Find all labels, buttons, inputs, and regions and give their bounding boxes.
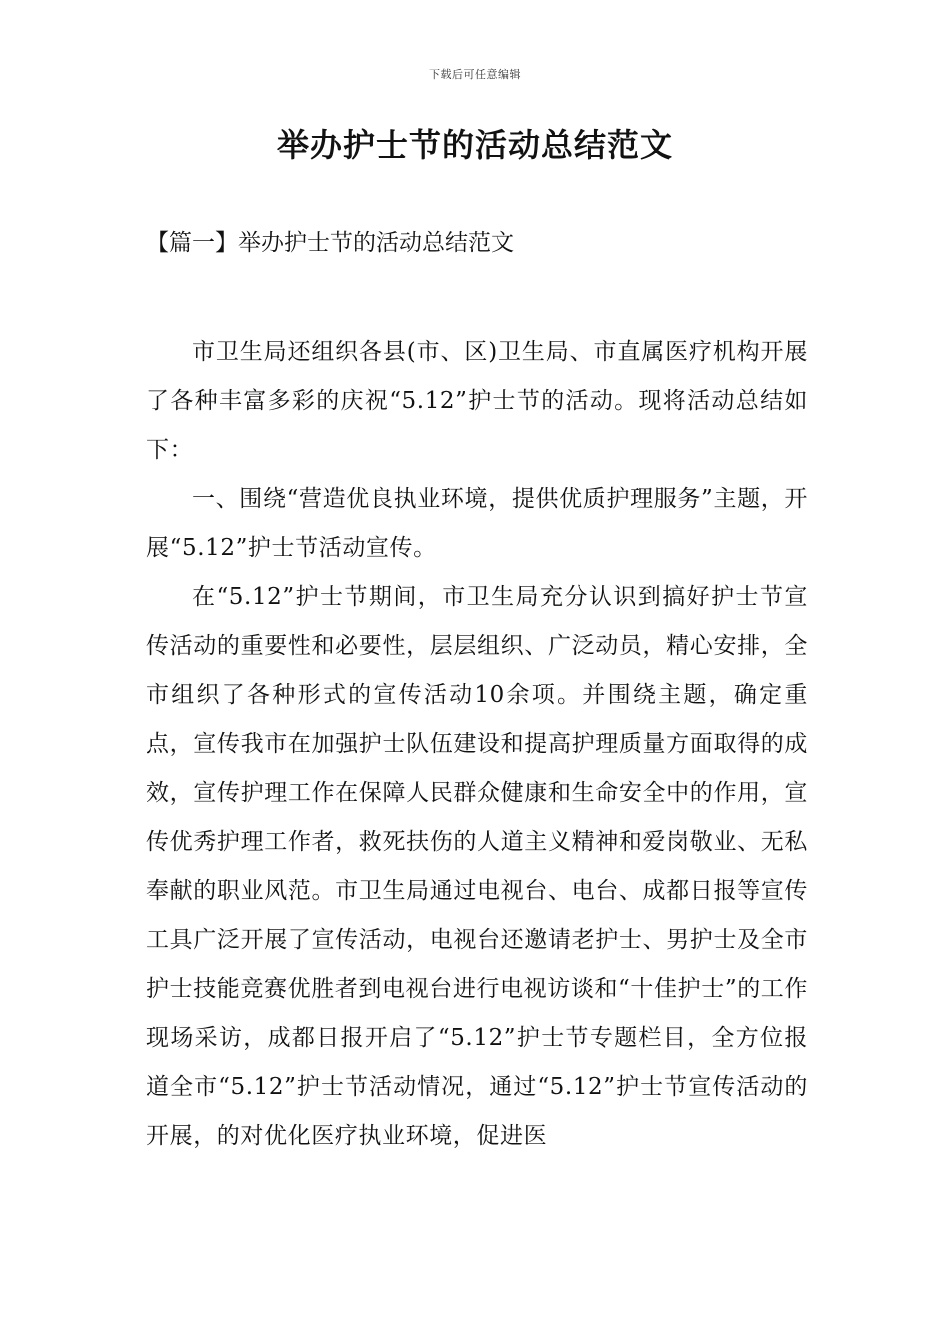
body-text bbox=[146, 328, 808, 1161]
section-title: 【篇一】举办护士节的活动总结范文 bbox=[146, 230, 514, 256]
paragraph: 市卫生局还组织各县(市、区)卫生局、市直属医疗机构开展了各种丰富多彩的庆祝“5.12”护士节的活动。现将活动总结如下： bbox=[146, 339, 808, 463]
paragraph: 在“5.12”护士节期间，市卫生局充分认识到搞好护士节宣传活动的重要性和必要性，层层组织、广泛动员，精心安排，全市组织了各种形式的宣传活动10余项。并围绕主题，确定重点，宣传我市在加强护士队伍建设和提高护理质量方面取得的成效，宣传护理工作在保障人民群众健康和生命安全中的作用，宣传优秀护理工作者，救死扶伤的人道主义精神和爱岗敬业、无私奉献的职业风范。市卫生局通过电视台、电台、成都日报等宣传工具广泛开展了宣传活动，电视台还邀请老护士、男护士及全市护士技能竞赛优胜者到电视台进行电视访谈和“十佳护士”的工作现场采访，成都日报开启了“5.12”护士节专题栏目，全方位报道全市“5.12”护士节活动情况，通过“5.12”护士节宣传活动的开展，的对优化医疗执业环境，促进医 bbox=[146, 584, 808, 1149]
document-title: 举办护士节的活动总结范文 bbox=[276, 126, 673, 164]
paragraph: 一、围绕“营造优良执业环境，提供优质护理服务”主题，开展“5.12”护士节活动宣传。 bbox=[146, 486, 808, 561]
header-note: 下载后可任意编辑 bbox=[429, 68, 521, 81]
